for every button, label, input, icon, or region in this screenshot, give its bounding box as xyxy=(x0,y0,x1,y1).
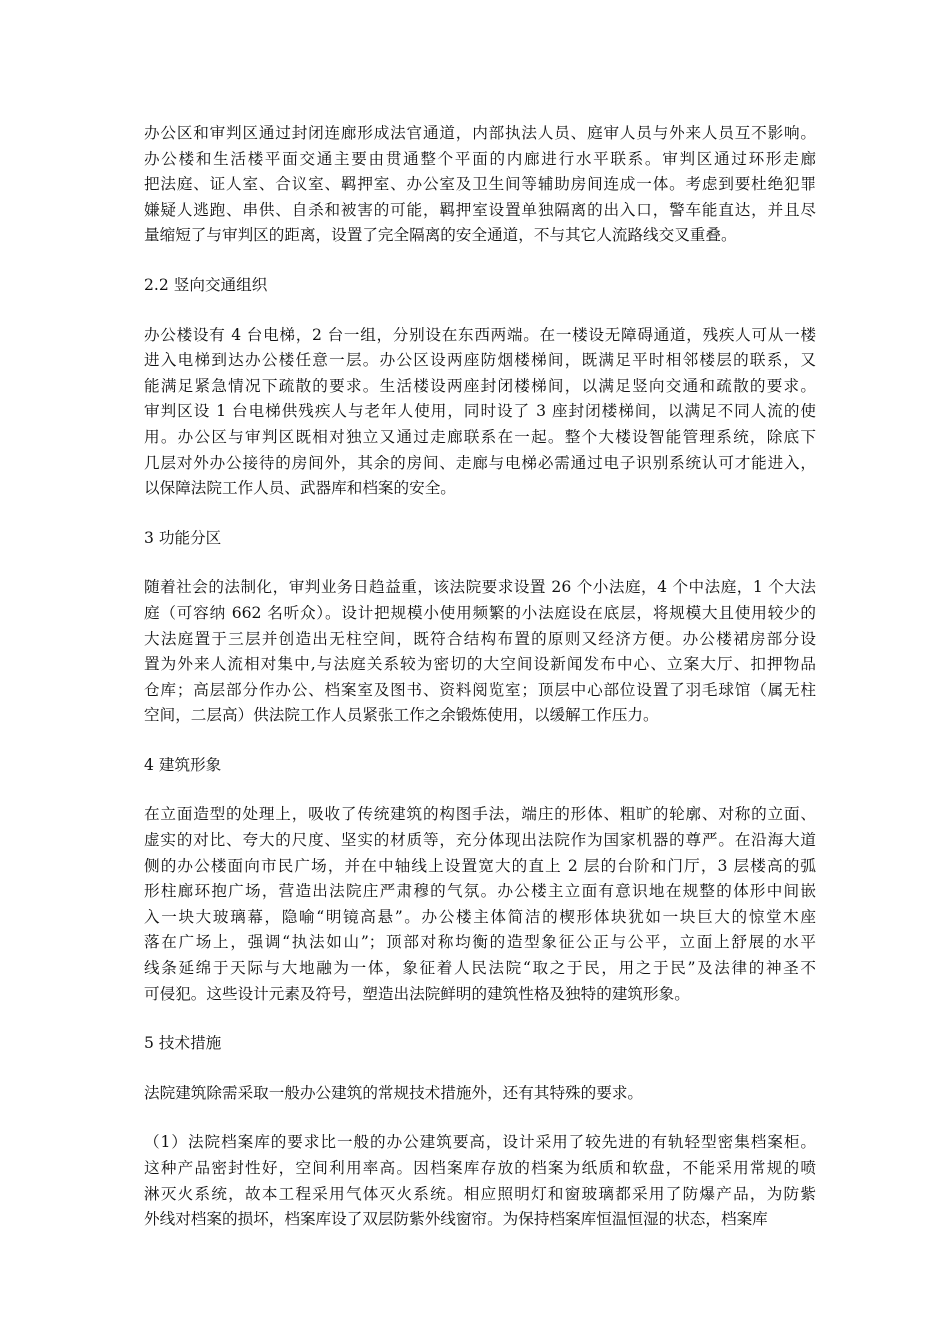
paragraph-line: 把法庭、证人室、合议室、羁押室、办公室及卫生间等辅助房间连成一体。考虑到要杜绝犯罪 xyxy=(144,175,816,194)
paragraph-line: 落在广场上，强调“执法如山”；顶部对称均衡的造型象征公正与公平，立面上舒展的水平 xyxy=(144,933,816,952)
paragraph-line: 庭（可容纳 662 名听众）。设计把规模小使用频繁的小法庭设在底层，将规模大且使用较少的 xyxy=(144,603,816,622)
paragraph-line: 办公楼和生活楼平面交通主要由贯通整个平面的内廊进行水平联系。审判区通过环形走廊 xyxy=(144,149,816,168)
paragraph-line: 在立面造型的处理上，吸收了传统建筑的构图手法，端庄的形体、粗旷的轮廓、对称的立面、 xyxy=(144,805,816,824)
paragraph-line: 办公楼设有 4 台电梯，2 台一组，分别设在东西两端。在一楼设无障碍通道，残疾人可从一楼 xyxy=(144,325,816,344)
paragraph-line: 虚实的对比、夸大的尺度、坚实的材质等，充分体现出法院作为国家机器的尊严。在沿海大道 xyxy=(144,831,816,850)
paragraph-line: 随着社会的法制化，审判业务日趋益重，该法院要求设置 26 个小法庭，4 个中法庭，1 个大法 xyxy=(144,578,816,597)
paragraph-line: 这种产品密封性好，空间利用率高。因档案库存放的档案为纸质和软盘，不能采用常规的喷 xyxy=(144,1159,816,1177)
paragraph-line: 能满足紧急情况下疏散的要求。生活楼设两座封闭楼梯间，以满足竖向交通和疏散的要求。 xyxy=(144,376,816,395)
paragraph-line: 嫌疑人逃跑、串供、自杀和被害的可能，羁押室设置单独隔离的出入口，警车能直达，并且尽 xyxy=(144,200,816,219)
paragraph-line: 外线对档案的损坏，档案库设了双层防紫外线窗帘。为保持档案库恒温恒湿的状态，档案库 xyxy=(144,1210,768,1229)
paragraph-spacer xyxy=(144,502,816,526)
body-paragraph xyxy=(144,323,816,502)
body-paragraph xyxy=(144,1081,816,1107)
paragraph-spacer xyxy=(144,551,816,575)
paragraph-line: 置为外来人流相对集中,与法庭关系较为密切的大空间设新闻发布中心、立案大厅、扣押物品 xyxy=(144,655,816,674)
paragraph-line: 大法庭置于三层并创造出无柱空间，既符合结构布置的原则又经济方便。办公楼裙房部分设 xyxy=(144,629,816,648)
section-heading: 5 技术措施 xyxy=(144,1034,222,1053)
paragraph-line: 几层对外办公接待的房间外，其余的房间、走廊与电梯必需通过电子识别系统认可才能进入， xyxy=(144,453,816,472)
section-heading: 2.2 竖向交通组织 xyxy=(144,275,268,294)
paragraph-line: 仓库；高层部分作办公、档案室及图书、资料阅览室；顶层中心部位设置了羽毛球馆（属无柱 xyxy=(144,680,816,699)
paragraph-line: 淋灭火系统，故本工程采用气体灭火系统。相应照明灯和窗玻璃都采用了防爆产品，为防紫 xyxy=(144,1184,816,1203)
paragraph-spacer xyxy=(144,1106,816,1130)
paragraph-line: （1）法院档案库的要求比一般的办公建筑要高，设计采用了较先进的有轨轻型密集档案柜。 xyxy=(144,1133,816,1152)
paragraph-line: 空间，二层高）供法院工作人员紧张工作之余锻炼使用，以缓解工作压力。 xyxy=(144,706,659,725)
body-paragraph xyxy=(144,121,816,249)
paragraph-line: 量缩短了与审判区的距离，设置了完全隔离的安全通道，不与其它人流路线交叉重叠。 xyxy=(144,226,737,245)
document-body xyxy=(144,121,816,1233)
paragraph-spacer xyxy=(144,729,816,753)
paragraph-line: 用。办公区与审判区既相对独立又通过走廊联系在一起。整个大楼设智能管理系统，除底下 xyxy=(144,427,816,446)
paragraph-spacer xyxy=(144,1007,816,1031)
paragraph-line: 线条延绵于天际与大地融为一体，象征着人民法院“取之于民，用之于民”及法律的神圣不 xyxy=(144,959,816,978)
section-heading: 3 功能分区 xyxy=(144,528,222,547)
paragraph-spacer xyxy=(144,299,816,323)
body-paragraph xyxy=(144,802,816,1007)
paragraph-line: 侧的办公楼面向市民广场，并在中轴线上设置宽大的直上 2 层的台阶和门厅，3 层楼高的弧 xyxy=(144,856,816,875)
paragraph-line: 入一块大玻璃幕，隐喻“明镜高悬”。办公楼主体简洁的楔形体块犹如一块巨大的惊堂木座 xyxy=(144,907,816,926)
paragraph-spacer xyxy=(144,778,816,802)
paragraph-line: 可侵犯。这些设计元素及符号，塑造出法院鲜明的建筑性格及独特的建筑形象。 xyxy=(144,984,690,1003)
paragraph-line: 办公区和审判区通过封闭连廊形成法官通道，内部执法人员、庭审人员与外来人员互不影响。 xyxy=(144,124,816,142)
paragraph-line: 审判区设 1 台电梯供残疾人与老年人使用，同时设了 3 座封闭楼梯间，以满足不同人流的使 xyxy=(144,402,816,421)
paragraph-spacer xyxy=(144,249,816,273)
paragraph-line: 法院建筑除需采取一般办公建筑的常规技术措施外，还有其特殊的要求。 xyxy=(144,1083,644,1102)
body-paragraph xyxy=(144,1130,816,1232)
section-heading: 4 建筑形象 xyxy=(144,755,222,774)
body-paragraph xyxy=(144,575,816,729)
paragraph-line: 进入电梯到达办公楼任意一层。办公区设两座防烟楼梯间，既满足平时相邻楼层的联系，又 xyxy=(144,351,816,370)
paragraph-spacer xyxy=(144,1057,816,1081)
paragraph-line: 形柱廊环抱广场，营造出法院庄严肃穆的气氛。办公楼主立面有意识地在规整的体形中间嵌 xyxy=(144,882,816,901)
paragraph-line: 以保障法院工作人员、武器库和档案的安全。 xyxy=(144,479,456,498)
